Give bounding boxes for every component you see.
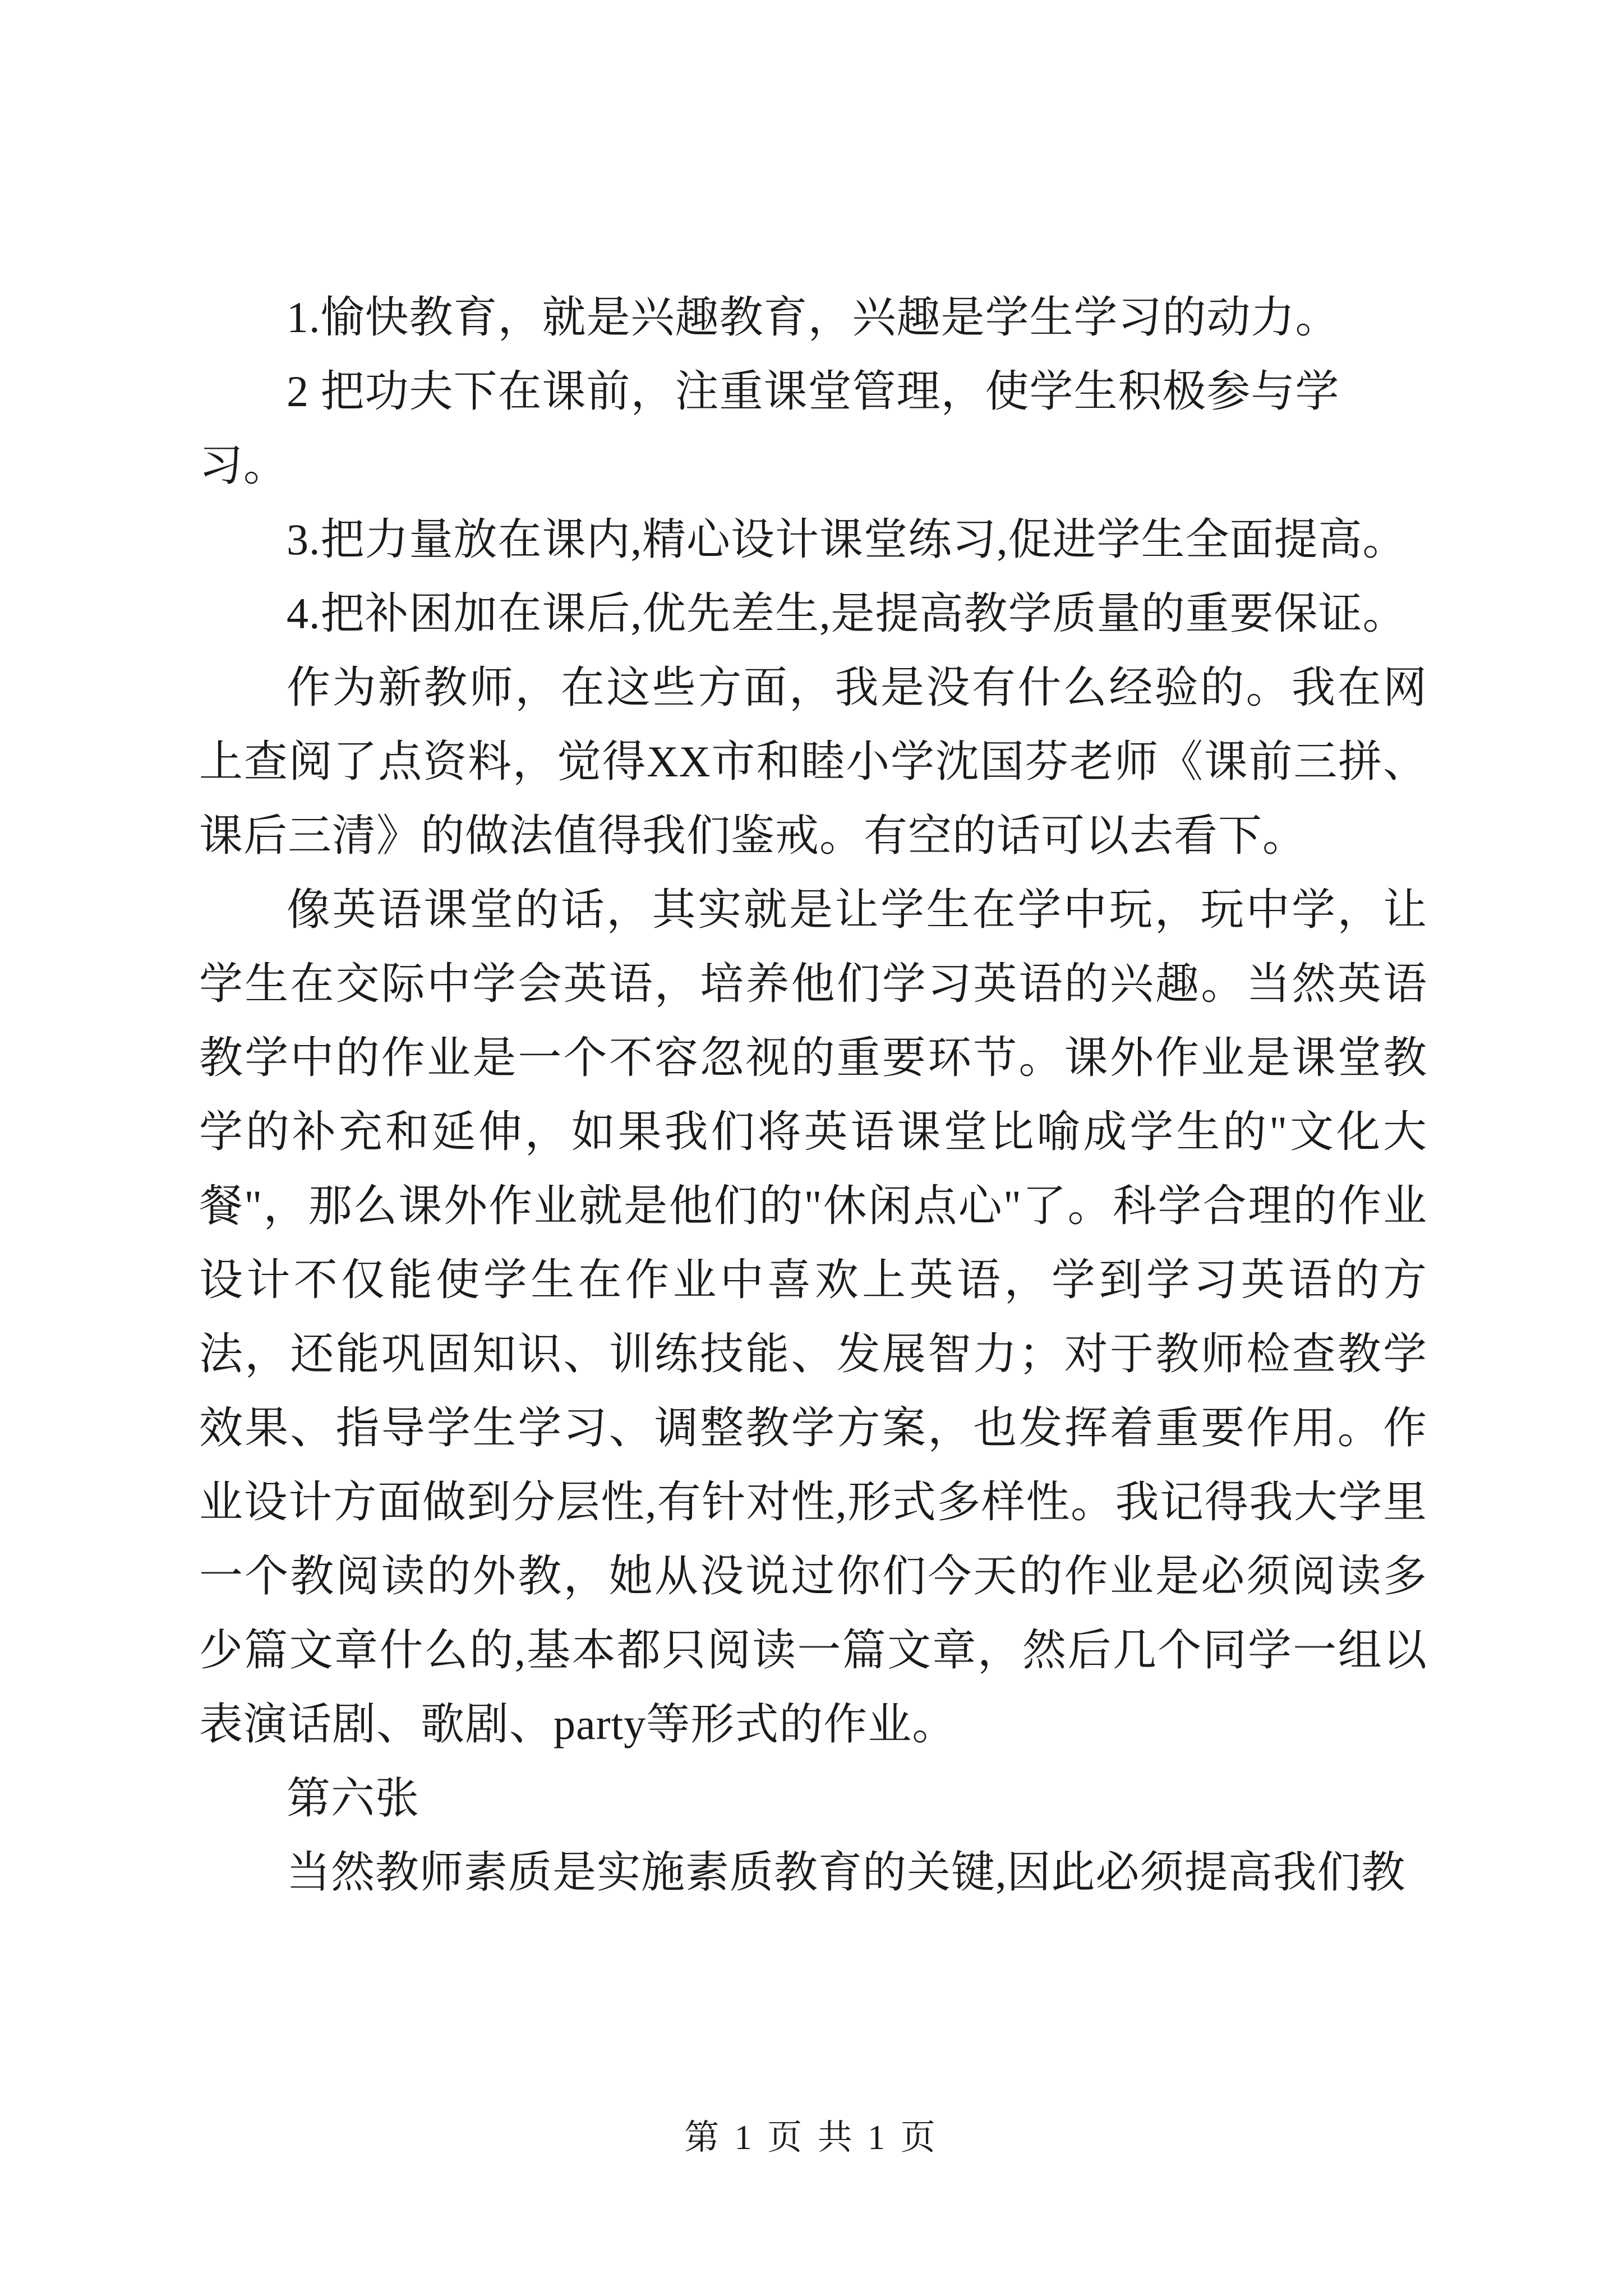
list-item: 4.把补困加在课后,优先差生,是提高教学质量的重要保证。 bbox=[287, 589, 1407, 638]
section-heading: 第六张 bbox=[287, 1774, 420, 1823]
list-item: 1.愉快教育，就是兴趣教育，兴趣是学生学习的动力。 bbox=[287, 293, 1340, 342]
page-footer: 第 1 页 共 1 页 bbox=[684, 2119, 939, 2157]
paragraph: 当然教师素质是实施素质教育的关键,因此必须提高我们教 bbox=[287, 1848, 1406, 1897]
list-item: 2 把功夫下在课前，注重课堂管理，使学生积极参与学习。 bbox=[199, 367, 1340, 490]
paragraph: 像英语课堂的话，其实就是让学生在学中玩，玩中学，让学生在交际中学会英语，培养他们学习英语的兴趣。当然英语教学中的作业是一个不容忽视的重要环节。课外作业是课堂教学的补充和延伸，如果我们将英语课堂比喻成学生的"文化大餐"，那么课外作业就是他们的"休闲点心"了。科学合理的作业设计不仅能使学生在作业中喜欢上英语，学到学习英语的方法，还能巩固知识、训练技能、发展智力；对于教师检查教学效果、指导学生学习、调整教学方案，也发挥着重要作用。作业设计方面做到分层性,有针对性,形式多样性。我记得我大学里一个教阅读的外教，她从没说过你们今天的作业是必须阅读多少篇文章什么的,基本都只阅读一篇文章，然后几个同学一组以表演话剧、歌剧、party等形式的作业。 bbox=[199, 885, 1427, 1749]
paragraph: 作为新教师，在这些方面，我是没有什么经验的。我在网上查阅了点资料，觉得XX市和睦小学沈国芬老师《课前三拼、课后三清》的做法值得我们鉴戒。有空的话可以去看下。 bbox=[199, 663, 1427, 860]
document-body bbox=[199, 280, 1427, 1910]
list-item: 3.把力量放在课内,精心设计课堂练习,促进学生全面提高。 bbox=[287, 515, 1407, 564]
